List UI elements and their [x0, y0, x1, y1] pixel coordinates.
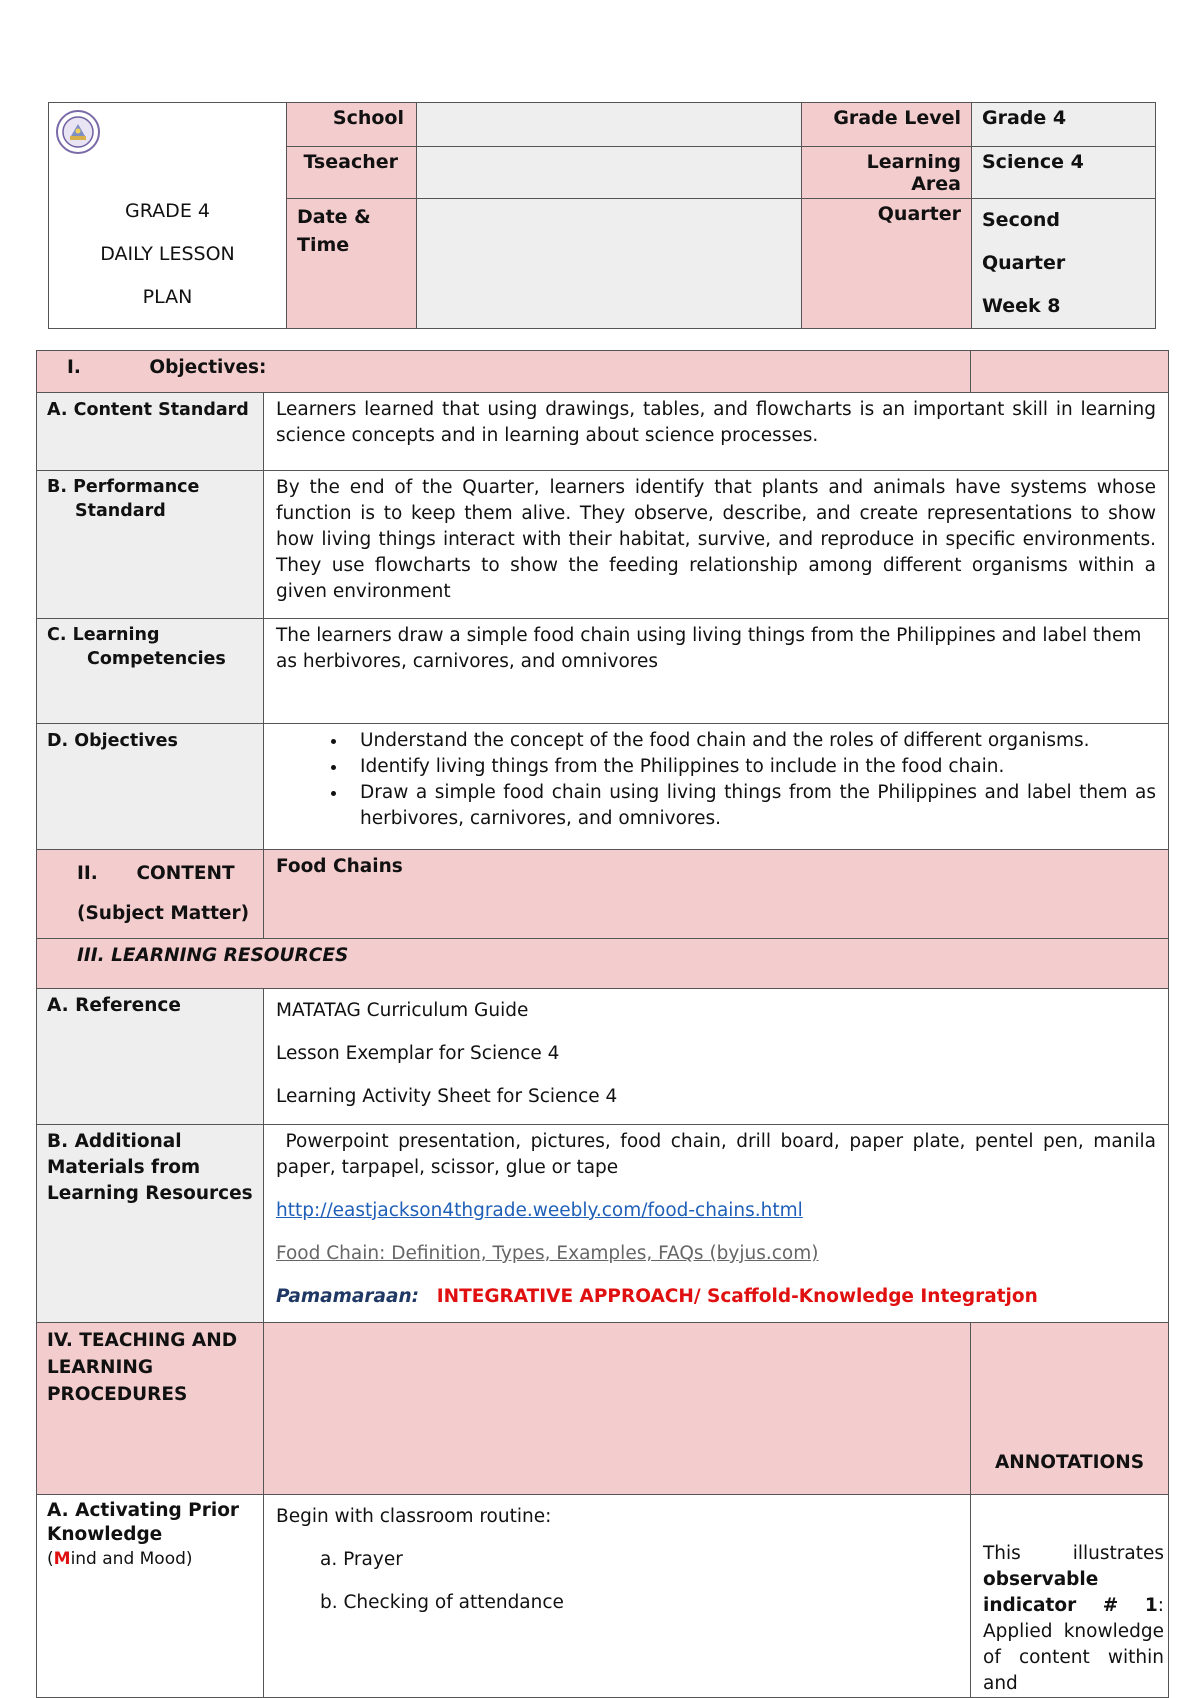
list-item: b. Checking of attendance	[320, 1592, 564, 1613]
reference-label: A. Reference	[37, 989, 264, 1125]
activating-prior-knowledge-text: Begin with classroom routine: a. Prayer b. Checking of attendance	[264, 1495, 971, 1698]
content-standard-label: A. Content Standard	[37, 393, 264, 471]
school-value	[417, 103, 802, 147]
learning-competencies-label: C. Learning Competencies	[37, 619, 264, 724]
objectives-list	[264, 724, 1169, 850]
food-chains-link[interactable]: http://eastjackson4thgrade.weebly.com/food-chains.html	[276, 1200, 803, 1221]
lesson-plan-table	[36, 350, 1169, 1698]
additional-materials-text: Powerpoint presentation, pictures, food chain, drill board, paper plate, pentel pen, manila paper, tarpapel, scissor, glue or tape http://eastjackson4thgrade.weebly.com/food-chains.html Food Chain: Definition, Types, Examples, FAQs (byjus.com) Pamamaraan: INTEGRATIVE APPROACH/ Scaffold-Knowledge Integratjon	[264, 1125, 1169, 1323]
teacher-label: Tseacher	[287, 147, 417, 199]
byjus-link[interactable]: Food Chain: Definition, Types, Examples, FAQs (byjus.com)	[276, 1243, 819, 1264]
header-title-cell	[49, 103, 287, 329]
learning-resources-header: III. LEARNING RESOURCES	[37, 939, 1169, 989]
objectives-header-empty	[971, 351, 1169, 393]
reference-list	[264, 989, 1169, 1125]
objectives-header: I. Objectives:	[37, 351, 971, 393]
datetime-label: Date & Time	[287, 199, 417, 329]
annotations-header: ANNOTATIONS	[971, 1323, 1169, 1495]
list-item: Lesson Exemplar for Science 4	[276, 1043, 560, 1064]
quarter-value: Second Quarter Week 8	[972, 199, 1156, 329]
list-item: a. Prayer	[320, 1549, 403, 1570]
content-standard-text: Learners learned that using drawings, tables, and flowcharts is an important skill in learning science concepts and in learning about science processes.	[264, 393, 1169, 471]
content-value: Food Chains	[264, 850, 1169, 939]
deped-seal-icon	[55, 109, 101, 155]
grade-level-label: Grade Level	[802, 103, 972, 147]
teacher-value	[417, 147, 802, 199]
learning-area-label: Learning Area	[802, 147, 972, 199]
procedures-header: IV. TEACHING AND LEARNING PROCEDURES	[37, 1323, 264, 1495]
list-item: • Understand the concept of the food chain and the roles of different organisms.	[348, 728, 1156, 754]
learning-competencies-text: The learners draw a simple food chain using living things from the Philippines and label them as herbivores, carnivores, and omnivores	[264, 619, 1169, 724]
list-item: • Identify living things from the Philippines to include in the food chain.	[348, 754, 1156, 780]
objectives-label: D. Objectives	[37, 724, 264, 850]
method-label: Pamamaraan:	[276, 1286, 420, 1307]
annotation-text: This illustrates observable indicator # 1: Applied knowledge of content within and	[971, 1495, 1169, 1698]
procedures-header-empty	[264, 1323, 971, 1495]
method-text: INTEGRATIVE APPROACH/ Scaffold-Knowledge Integratjon	[436, 1286, 1038, 1307]
header-table	[48, 102, 1156, 329]
lesson-plan-title: GRADE 4 DAILY LESSON PLAN	[100, 200, 235, 308]
school-label: School	[287, 103, 417, 147]
list-item: Learning Activity Sheet for Science 4	[276, 1086, 618, 1107]
activating-prior-knowledge-label: A. Activating Prior Knowledge (Mind and Mood)	[37, 1495, 264, 1698]
quarter-label: Quarter	[802, 199, 972, 329]
list-item: • Draw a simple food chain using living things from the Philippines and label them as herbivores, carnivores, and omnivores.	[348, 780, 1156, 832]
learning-area-value: Science 4	[972, 147, 1156, 199]
list-item: MATATAG Curriculum Guide	[276, 1000, 529, 1021]
datetime-value	[417, 199, 802, 329]
performance-standard-label: B. Performance Standard	[37, 471, 264, 619]
additional-materials-label: B. Additional Materials from Learning Resources	[37, 1125, 264, 1323]
grade-level-value: Grade 4	[972, 103, 1156, 147]
content-label: II. CONTENT (Subject Matter)	[37, 850, 264, 939]
performance-standard-text: By the end of the Quarter, learners identify that plants and animals have systems whose function is to keep them alive. They observe, describe, and create representations to show how living things interact with their habitat, survive, and reproduce in specific environments. They use flowcharts to show the feeding relationship among different organisms within a given environment	[264, 471, 1169, 619]
